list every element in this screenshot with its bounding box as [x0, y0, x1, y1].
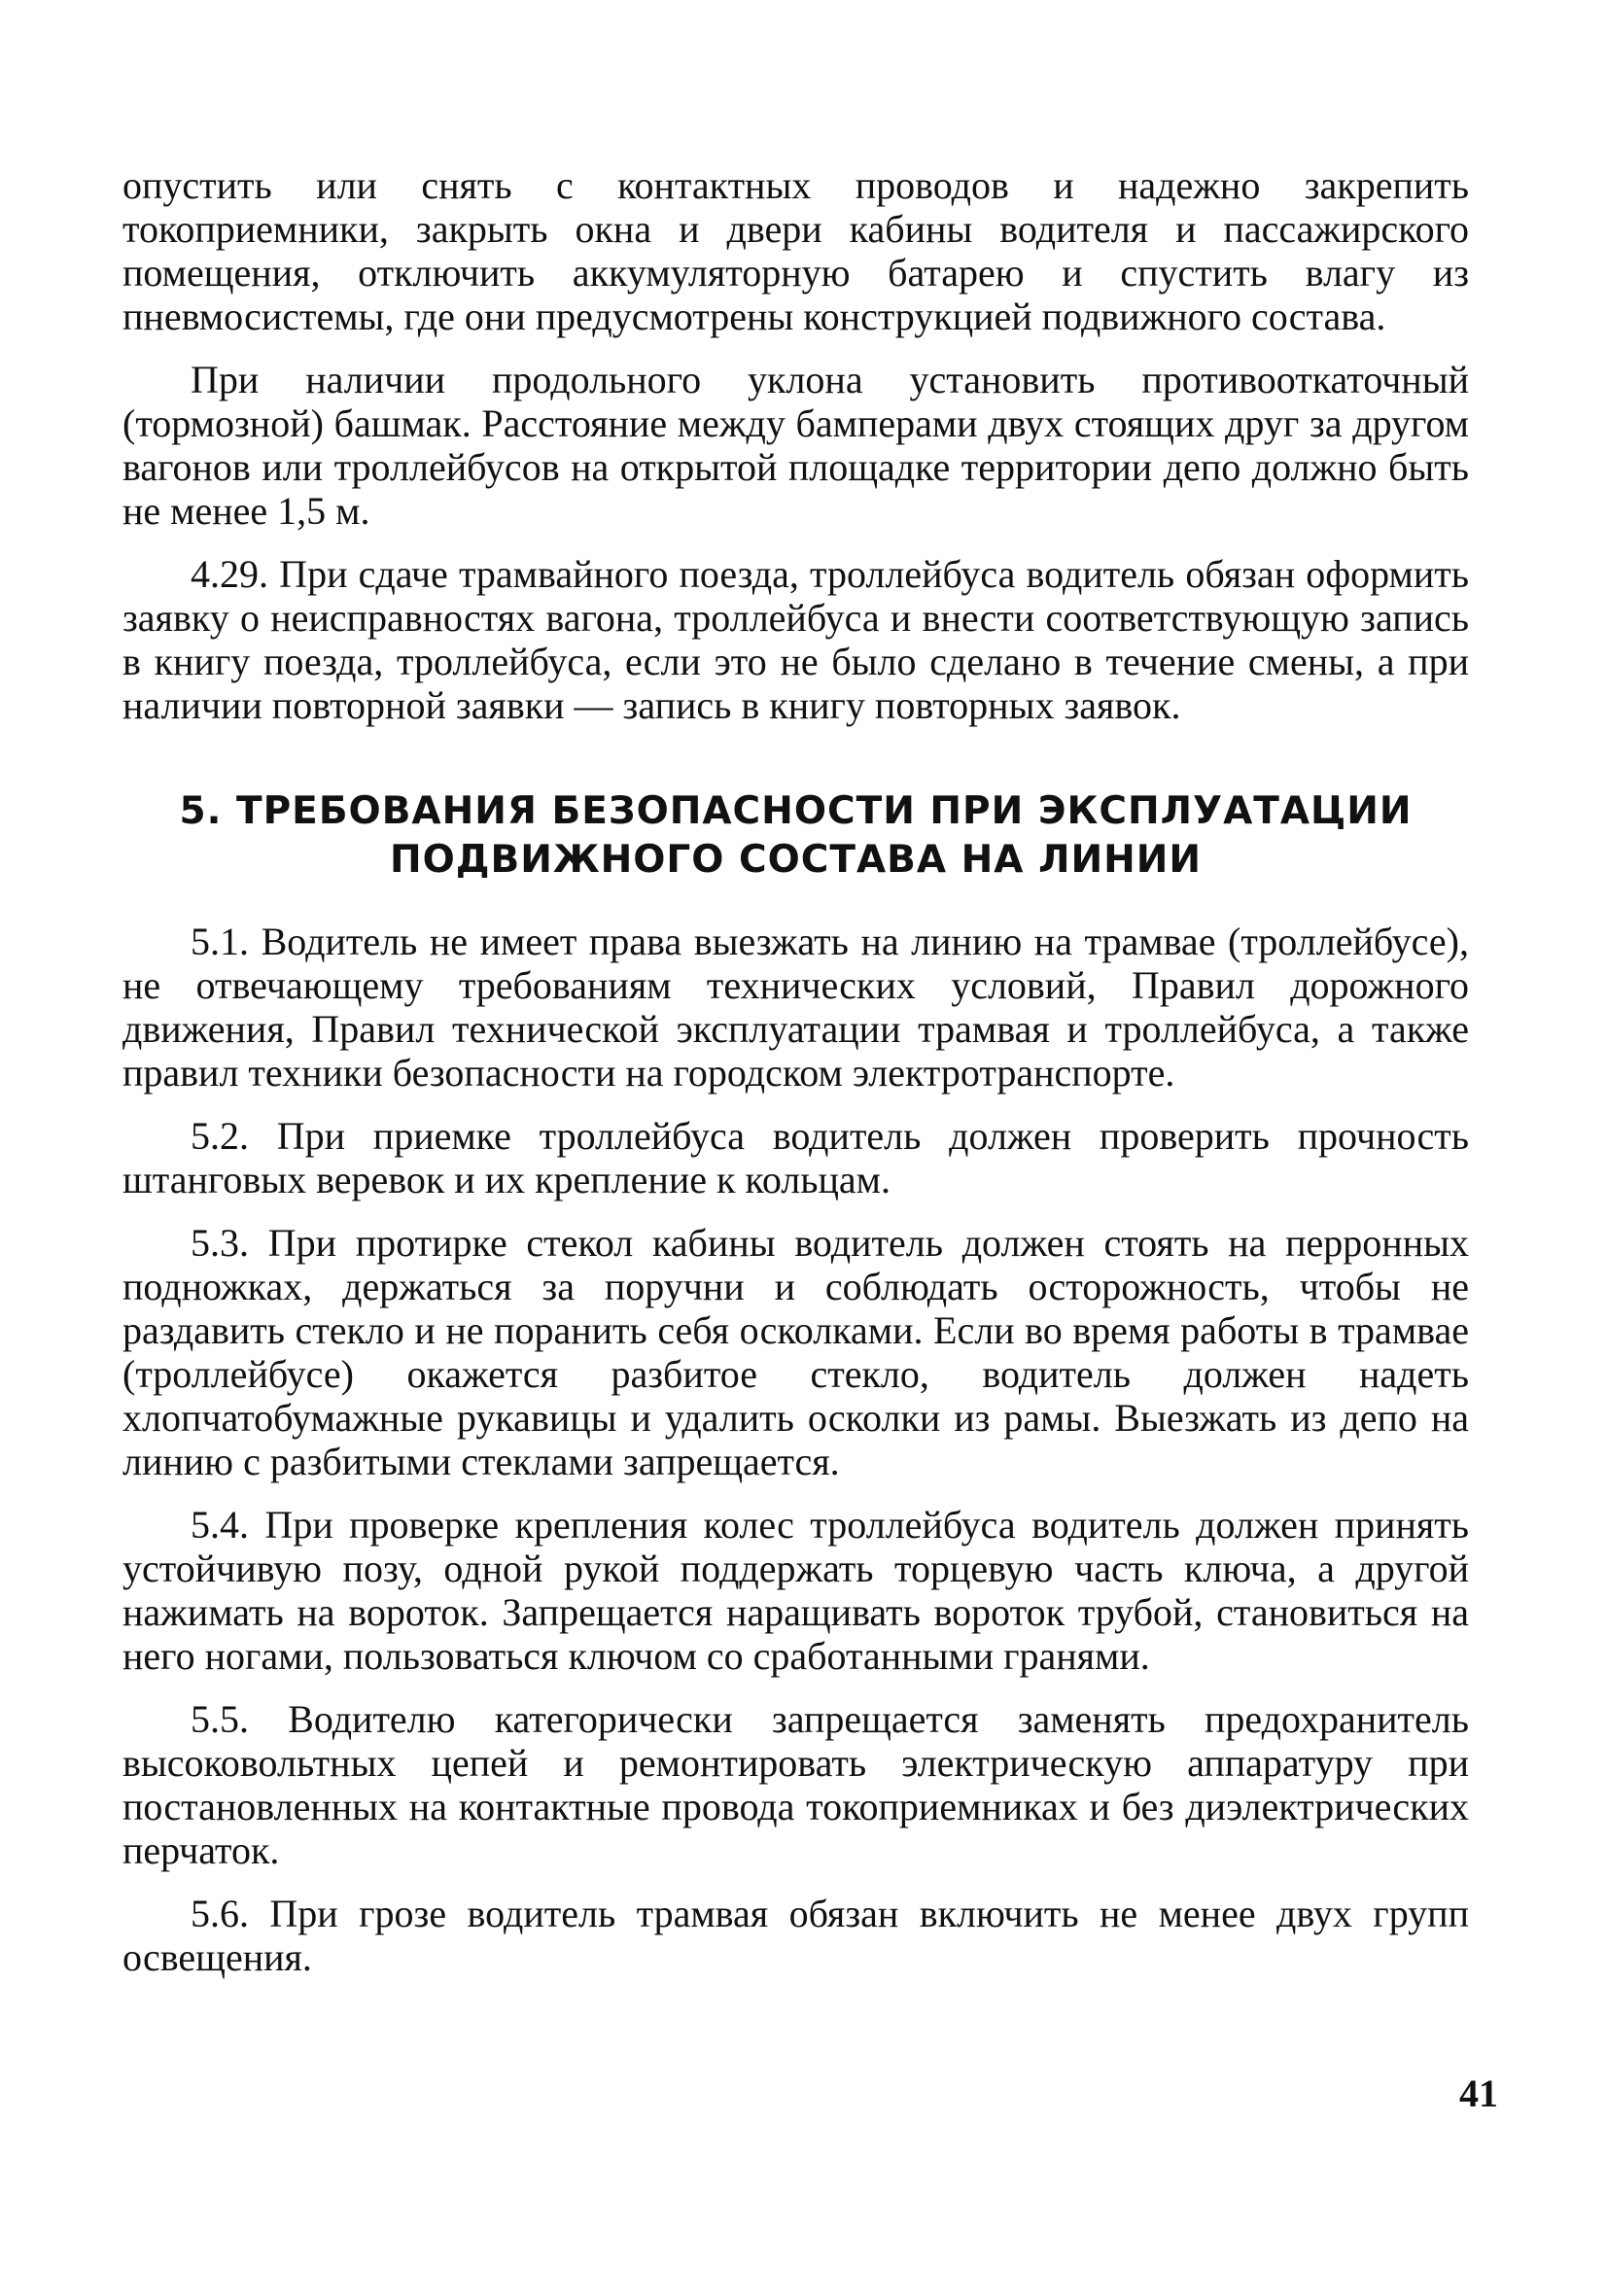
document-page	[122, 163, 1469, 1979]
paragraph-5-1: 5.1. Водитель не имеет права выезжать на линию на трамвае (троллейбусе), не отвечающему требованиям технических условий, Правил дорожного движения, Правил технической эксплуатации трамвая и троллейбуса, а также правил техники безопасности на городском электротранспорте.	[122, 920, 1469, 1095]
paragraph-5-2: 5.2. При приемке троллейбуса водитель должен проверить прочность штанговых веревок и их крепление к кольцам.	[122, 1114, 1469, 1201]
paragraph-continued: опустить или снять с контактных проводов и надежно закрепить токоприемники, закрыть окна и двери кабины водителя и пассажирского помещения, отключить аккумуляторную батарею и спустить влагу из пневмосистемы, где они предусмотрены конструкцией подвижного состава.	[122, 163, 1469, 338]
section-title-line-2: ПОДВИЖНОГО СОСТАВА НА ЛИНИИ	[389, 838, 1203, 882]
page-number: 41	[1459, 2071, 1498, 2115]
paragraph-5-4: 5.4. При проверке крепления колес троллейбуса водитель должен принять устойчивую позу, одной рукой поддержать торцевую часть ключа, а другой нажимать на вороток. Запрещается наращивать вороток трубой, становиться на него ногами, пользоваться ключом со сработанными гранями.	[122, 1503, 1469, 1678]
paragraph-counter-roll-shoe: При наличии продольного уклона установить противооткаточный (тормозной) башмак. Расстояние между бамперами двух стоящих друг за другом вагонов или троллейбусов на открытой площадке территории депо должно быть не менее 1,5 м.	[122, 358, 1469, 533]
paragraph-5-5: 5.5. Водителю категорически запрещается заменять предохранитель высоковольтных цепей и ремонтировать электрическую аппаратуру при постановленных на контактные провода токоприемниках и без диэлектрических перчаток.	[122, 1697, 1469, 1872]
section-title	[122, 787, 1469, 885]
paragraph-4-29: 4.29. При сдаче трамвайного поезда, троллейбуса водитель обязан оформить заявку о неисправностях вагона, троллейбуса и внести соответствующую запись в книгу поезда, троллейбуса, если это не было сделано в течение смены, а при наличии повторной заявки — запись в книгу повторных заявок.	[122, 552, 1469, 727]
paragraph-5-6: 5.6. При грозе водитель трамвая обязан включить не менее двух групп освещения.	[122, 1892, 1469, 1979]
paragraph-5-3: 5.3. При протирке стекол кабины водитель должен стоять на перронных подножках, держаться за поручни и соблюдать осторожность, чтобы не раздавить стекло и не поранить себя осколками. Если во время работы в трамвае (троллейбусе) окажется разбитое стекло, водитель должен надеть хлопчатобумажные рукавицы и удалить осколки из рамы. Выезжать из депо на линию с разбитыми стеклами запрещается.	[122, 1221, 1469, 1483]
section-title-line-1: 5. ТРЕБОВАНИЯ БЕЗОПАСНОСТИ ПРИ ЭКСПЛУАТАЦИИ	[179, 789, 1413, 833]
